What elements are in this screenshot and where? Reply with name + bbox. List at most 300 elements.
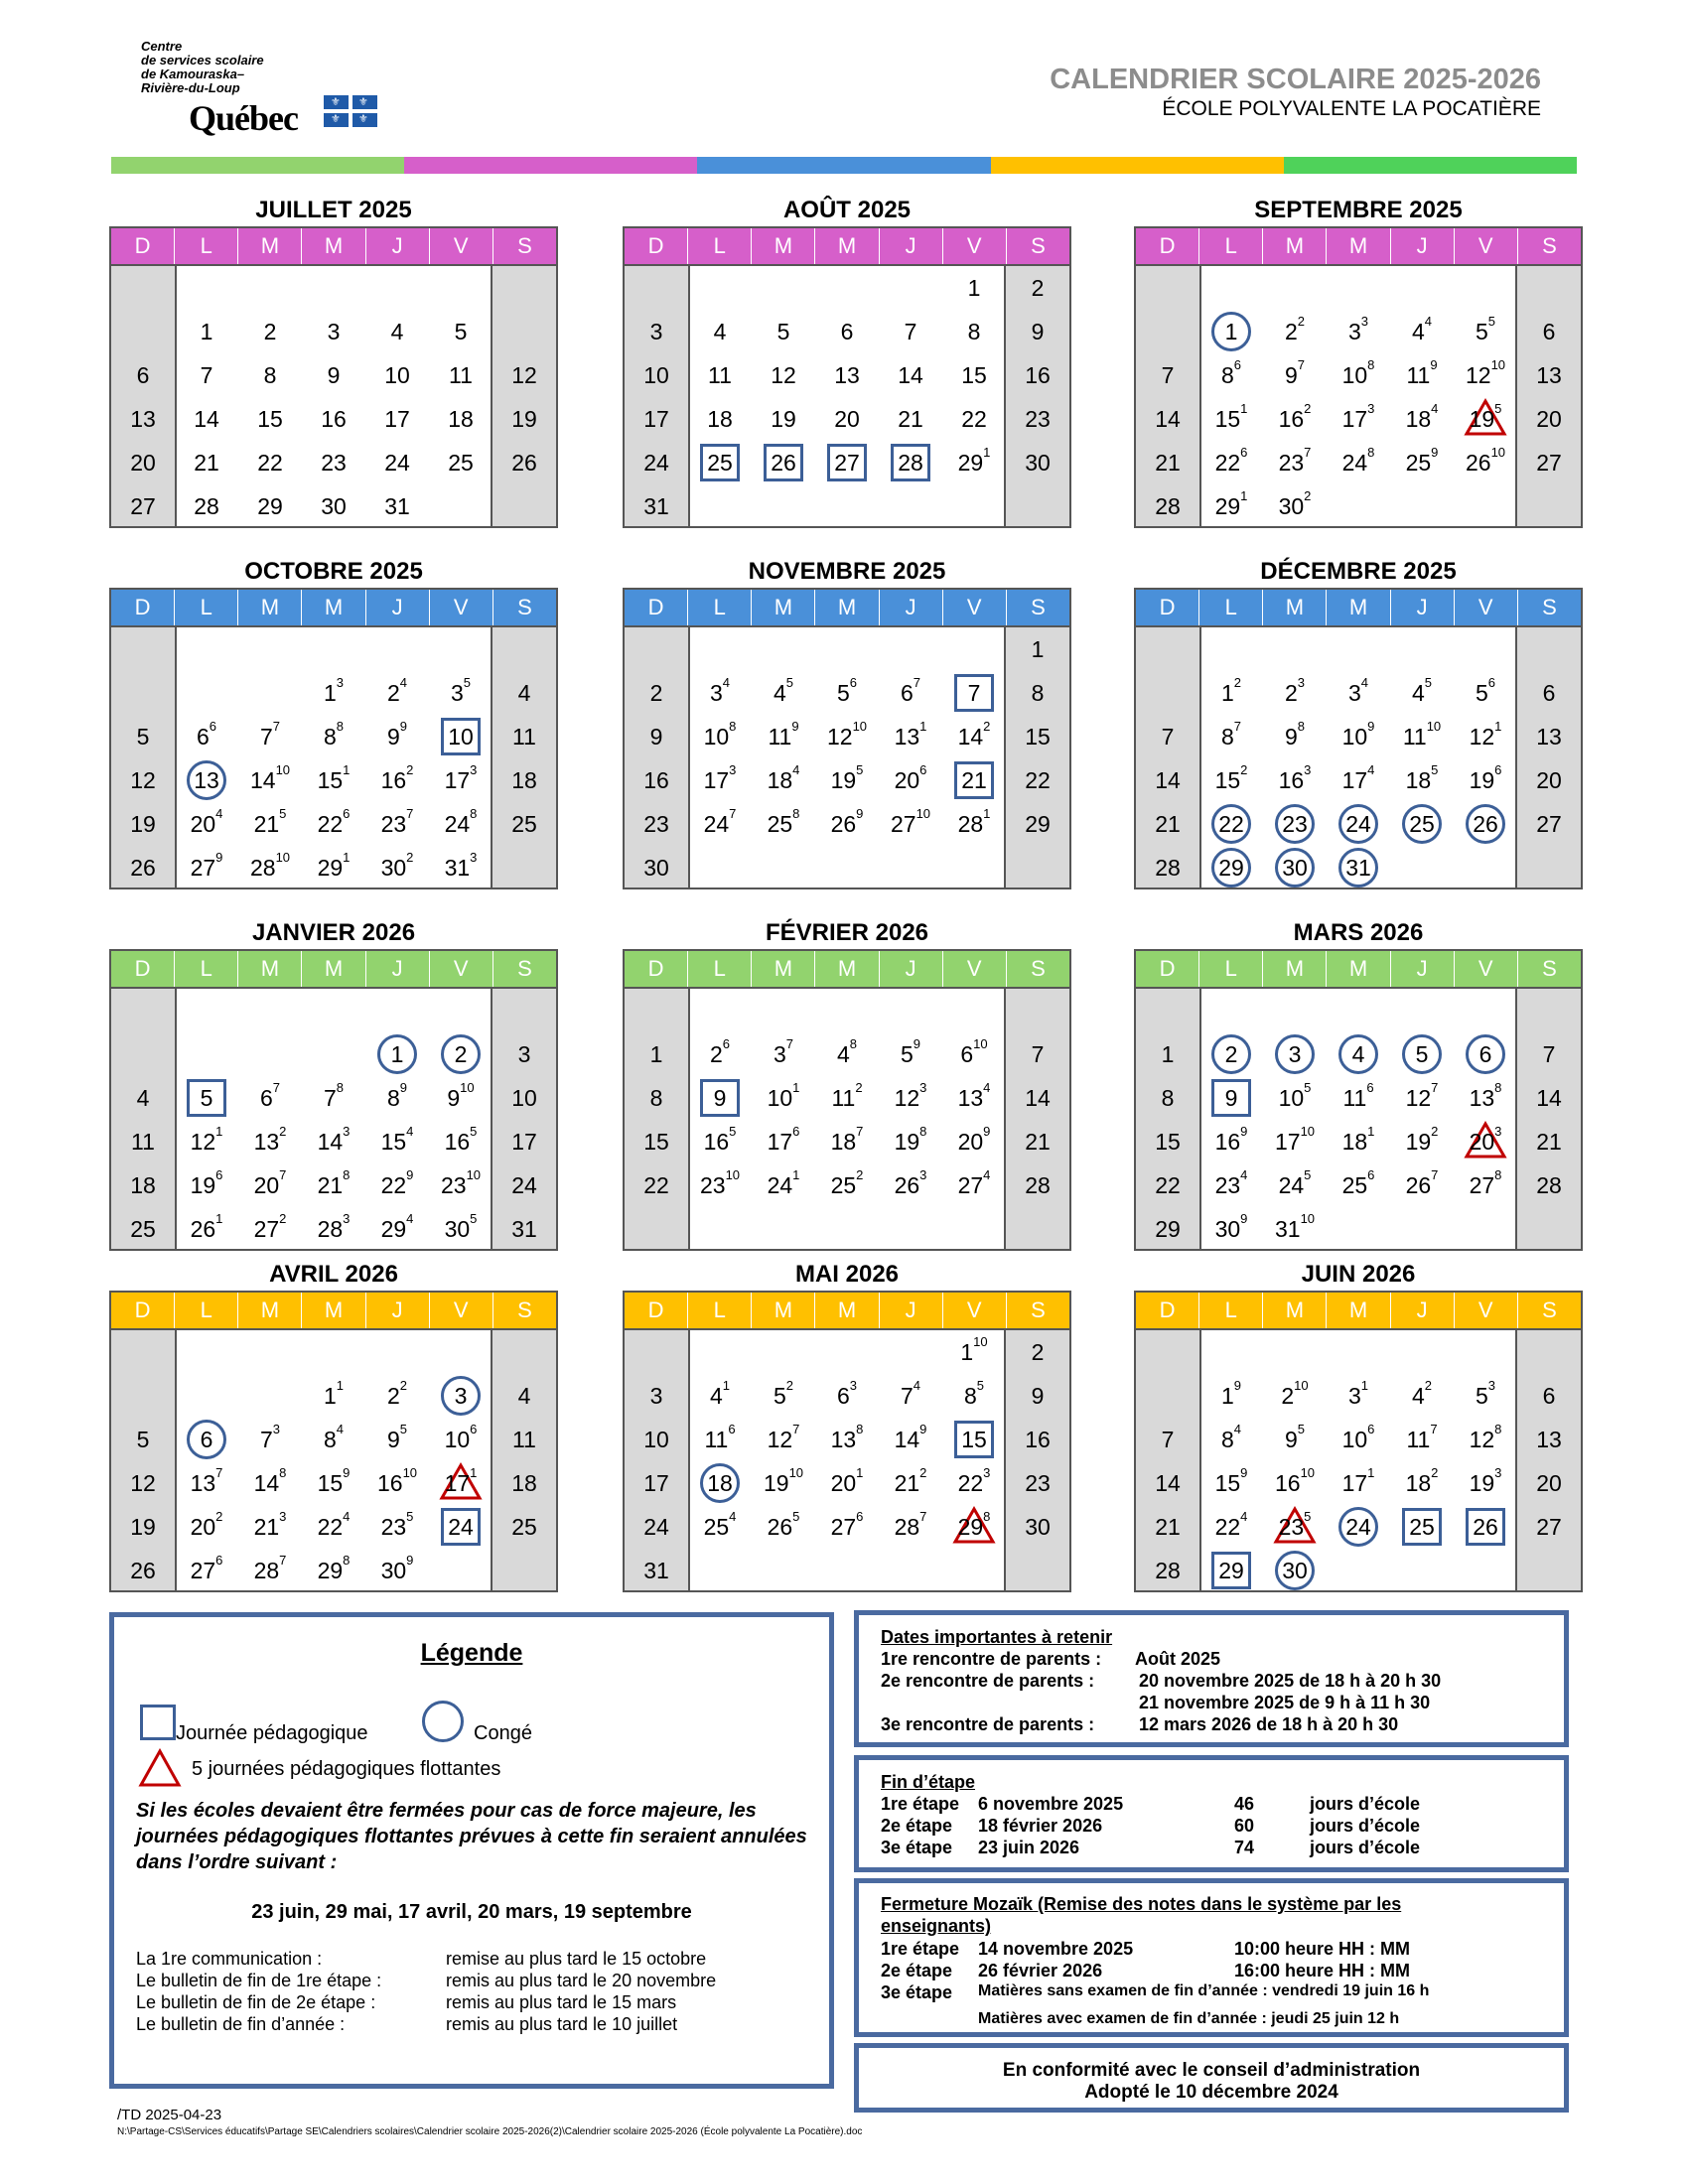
day-cell (1006, 266, 1069, 310)
day-number: 16 (1274, 1470, 1301, 1496)
day-number: 1 (1220, 680, 1234, 706)
month-grid (1134, 1291, 1583, 1592)
day-number: 12 (1469, 724, 1495, 750)
day-cell (1199, 1207, 1263, 1251)
etape-label: 1re étape (881, 1794, 960, 1814)
day-cell (1199, 1163, 1263, 1207)
weekday-label: D (647, 233, 664, 258)
day-number: 23 (321, 450, 347, 476)
day-cell (752, 1032, 815, 1076)
day-cell (302, 715, 365, 758)
day-number: 10 (643, 362, 669, 388)
day-cell (1199, 802, 1263, 846)
day-number: 3 (709, 680, 723, 706)
day-cell (1327, 671, 1390, 715)
day-number: 28 (894, 1514, 920, 1540)
day-number: 2 (709, 1041, 723, 1067)
etape-days-unit: jours d’école (1310, 1816, 1421, 1836)
month-calendar (623, 917, 1071, 1251)
day-number: 10 (767, 1085, 793, 1111)
day-cell (111, 1461, 175, 1505)
day-cell (1454, 758, 1517, 802)
cycle-day-number: 4 (1240, 1167, 1248, 1182)
cycle-day-number: 7 (1297, 357, 1306, 372)
weekday-label: L (174, 951, 237, 987)
weekday-header (1136, 1293, 1581, 1330)
day-number: 10 (1278, 1085, 1305, 1111)
weekday-label: M (751, 951, 814, 987)
cycle-day-number: 6 (728, 1422, 736, 1436)
weekday-label: M (814, 951, 878, 987)
cycle-day-number: 8 (470, 806, 478, 821)
weekday-label: D (1159, 595, 1176, 619)
communication-label: Le bulletin de fin de 1re étape : (136, 1971, 382, 1990)
day-cell (492, 397, 556, 441)
day-cell (429, 1461, 492, 1505)
day-cell (1517, 1032, 1581, 1076)
day-cell (879, 1120, 942, 1163)
day-cell (688, 1032, 752, 1076)
day-number: 24 (643, 450, 669, 476)
day-number: 1 (1220, 1383, 1234, 1409)
day-number: 25 (1341, 1172, 1368, 1198)
day-number: 11 (1402, 724, 1427, 750)
cycle-day-number: 7 (272, 1080, 281, 1095)
day-cell (1199, 758, 1263, 802)
mozaik-date: Matières sans examen de fin d’année : vendredi 19 juin 16 h (978, 1982, 1430, 1999)
day-cell (879, 1418, 942, 1461)
day-cell (688, 1461, 752, 1505)
weekday-label: L (687, 1293, 751, 1328)
day-number: 1 (323, 1383, 337, 1409)
month-title: OCTOBRE 2025 (244, 558, 423, 585)
footer-path: N:\Partage-CS\Services éducatifs\Partage SE\Calendriers scolaires\Calendrier scolaire 2025-2026(2)\Calendrier scolaire 2025-2026 (École polyvalente La Pocatière).doc (117, 2126, 863, 2137)
day-number: 28 (1025, 1172, 1051, 1198)
cycle-day-number: 10 (1426, 719, 1442, 734)
day-number: 25 (1409, 811, 1435, 837)
day-number: 16 (1278, 767, 1305, 793)
cycle-day-number: 1 (1240, 401, 1248, 416)
day-cell (429, 1032, 492, 1076)
day-cell (1517, 758, 1581, 802)
day-cell (175, 1505, 238, 1549)
day-number: 30 (1278, 493, 1305, 519)
day-number: 16 (1025, 362, 1051, 388)
month-title: MARS 2026 (1293, 919, 1424, 946)
cycle-day-number: 3 (470, 762, 478, 777)
day-cell (815, 1120, 879, 1163)
day-number: 4 (836, 1041, 850, 1067)
day-cell (429, 715, 492, 758)
day-cell (1199, 353, 1263, 397)
important-dates-box (854, 1610, 1569, 1747)
day-cell (815, 1374, 879, 1418)
cycle-day-number: 1 (215, 1124, 223, 1139)
day-number: 31 (511, 1216, 537, 1242)
day-number: 22 (957, 1470, 984, 1496)
day-number: 26 (771, 450, 796, 476)
cycle-day-number: 7 (792, 1422, 800, 1436)
day-cell (1006, 1374, 1069, 1418)
cycle-day-number: 4 (1367, 762, 1375, 777)
day-number: 4 (136, 1085, 150, 1111)
communication-value: remis au plus tard le 20 novembre (446, 1971, 717, 1990)
cycle-day-number: 6 (1494, 762, 1502, 777)
day-cell (302, 310, 365, 353)
day-number: 9 (1284, 1427, 1298, 1452)
weekday-label: D (1159, 956, 1176, 981)
cycle-day-number: 7 (919, 1509, 927, 1524)
day-number: 3 (517, 1041, 531, 1067)
day-cell (1006, 1505, 1069, 1549)
day-cell (429, 1505, 492, 1549)
day-cell (752, 1163, 815, 1207)
day-number: 17 (643, 406, 669, 432)
month-grid (109, 226, 558, 528)
day-number: 17 (384, 406, 410, 432)
day-number: 4 (1411, 1383, 1425, 1409)
day-number: 6 (960, 1041, 974, 1067)
day-cell (1199, 1120, 1263, 1163)
day-cell (365, 397, 429, 441)
day-number: 4 (1411, 319, 1425, 344)
cycle-day-number: 5 (470, 1124, 478, 1139)
day-number: 29 (1218, 855, 1244, 881)
day-cell (238, 802, 302, 846)
mozaik-date: 14 novembre 2025 (978, 1939, 1134, 1959)
weekday-label: D (134, 956, 151, 981)
day-number: 15 (1025, 724, 1051, 750)
day-cell (1517, 1418, 1581, 1461)
weekday-label: J (879, 590, 942, 625)
day-cell (688, 1076, 752, 1120)
day-cell (879, 1461, 942, 1505)
weekday-label: M (1262, 228, 1326, 264)
day-number: 27 (834, 450, 860, 476)
weekday-header (625, 590, 1069, 627)
cycle-day-number: 2 (983, 719, 991, 734)
weekday-label: V (429, 590, 492, 625)
day-cell (625, 671, 688, 715)
cycle-day-number: 1 (1360, 1378, 1369, 1393)
cycle-day-number: 9 (406, 1553, 414, 1568)
page-subtitle: ÉCOLE POLYVALENTE LA POCATIÈRE (1162, 97, 1541, 120)
cycle-day-number: 4 (722, 675, 731, 690)
etape-date: 23 juin 2026 (978, 1838, 1080, 1857)
day-number: 11 (449, 362, 473, 388)
weekday-label: M (237, 590, 301, 625)
day-number: 30 (1025, 450, 1051, 476)
cycle-day-number: 4 (729, 1509, 737, 1524)
day-cell (625, 441, 688, 484)
day-cell (1517, 441, 1581, 484)
cycle-day-number: 2 (1431, 1465, 1439, 1480)
cycle-day-number: 6 (1240, 445, 1248, 460)
cycle-day-number: 3 (919, 1080, 927, 1095)
day-number: 28 (1155, 855, 1181, 881)
weekday-label: L (687, 590, 751, 625)
day-cell (625, 310, 688, 353)
cycle-day-number: 2 (856, 1167, 864, 1182)
day-number: 7 (904, 319, 917, 344)
cycle-day-number: 5 (1304, 1080, 1312, 1095)
day-cell (1199, 1549, 1263, 1592)
day-number: 20 (190, 811, 216, 837)
weekday-header (111, 590, 556, 627)
day-cell (492, 1076, 556, 1120)
month-grid (109, 949, 558, 1251)
day-cell (879, 1374, 942, 1418)
day-number: 19 (511, 406, 537, 432)
weekday-label: S (492, 228, 556, 264)
day-cell (1327, 1461, 1390, 1505)
day-cell (1199, 715, 1263, 758)
month-grid (623, 226, 1071, 528)
weekday-label: M (301, 951, 364, 987)
day-cell (942, 758, 1006, 802)
day-number: 19 (1405, 1129, 1432, 1155)
day-number: 3 (649, 319, 663, 344)
day-cell (365, 1461, 429, 1505)
day-number: 15 (317, 1470, 344, 1496)
cycle-day-number: 7 (1304, 445, 1312, 460)
day-cell (942, 715, 1006, 758)
day-number: 27 (253, 1216, 280, 1242)
cycle-day-number: 8 (856, 1422, 864, 1436)
weekday-label: D (1159, 233, 1176, 258)
day-cell (302, 1076, 365, 1120)
day-cell (365, 1120, 429, 1163)
day-cell (879, 715, 942, 758)
day-cell (429, 802, 492, 846)
weekday-label: D (647, 595, 664, 619)
important-date-label: 2e rencontre de parents : (881, 1671, 1095, 1691)
day-number: 2 (263, 319, 277, 344)
day-number: 29 (257, 493, 283, 519)
day-cell (1263, 671, 1327, 715)
day-number: 11 (512, 724, 536, 750)
conformity-line2: Adopté le 10 décembre 2024 (1084, 2082, 1338, 2103)
mozaik-etape-label: 2e étape (881, 1961, 953, 1980)
day-number: 20 (253, 1172, 280, 1198)
day-number: 25 (511, 811, 537, 837)
day-number: 22 (317, 811, 344, 837)
cycle-day-number: 1 (1240, 488, 1248, 503)
day-cell (942, 1461, 1006, 1505)
day-number: 24 (703, 811, 730, 837)
communication-label: La 1re communication : (136, 1949, 323, 1969)
day-number: 13 (194, 767, 219, 793)
day-number: 26 (130, 855, 156, 881)
day-number: 30 (321, 493, 347, 519)
day-number: 11 (831, 1085, 856, 1111)
cycle-day-number: 4 (1431, 401, 1439, 416)
important-date-value: Août 2025 (1135, 1649, 1221, 1669)
day-number: 26 (1473, 811, 1498, 837)
day-number: 5 (1415, 1041, 1429, 1067)
footer-code: /TD 2025-04-23 (117, 2107, 222, 2123)
day-number: 12 (826, 724, 853, 750)
day-number: 29 (1025, 811, 1051, 837)
cycle-day-number: 9 (399, 1080, 408, 1095)
day-number: 25 (707, 450, 733, 476)
day-cell (815, 671, 879, 715)
day-number: 13 (130, 406, 156, 432)
day-number: 22 (1214, 450, 1241, 476)
day-number: 20 (957, 1129, 984, 1155)
day-number: 8 (649, 1085, 663, 1111)
cycle-day-number: 8 (1367, 357, 1375, 372)
day-number: 20 (830, 1470, 857, 1496)
fin-etape-box (854, 1755, 1569, 1872)
day-cell (752, 715, 815, 758)
day-cell (429, 1076, 492, 1120)
cycle-day-number: 5 (279, 806, 287, 821)
day-cell (1454, 1120, 1517, 1163)
day-number: 2 (386, 680, 400, 706)
day-number: 14 (957, 724, 984, 750)
day-cell (1263, 1163, 1327, 1207)
day-cell (625, 715, 688, 758)
day-number: 12 (130, 767, 156, 793)
month-title: DÉCEMBRE 2025 (1260, 558, 1457, 585)
day-number: 21 (1155, 1514, 1181, 1540)
day-number: 11 (1406, 1427, 1431, 1452)
day-number: 14 (194, 406, 219, 432)
day-number: 15 (643, 1129, 669, 1155)
day-cell (111, 802, 175, 846)
weekday-label: D (647, 956, 664, 981)
weekday-label: V (942, 951, 1006, 987)
day-number: 23 (1025, 406, 1051, 432)
cycle-day-number: 9 (215, 850, 223, 865)
floating-label: 5 journées pédagogiques flottantes (192, 1758, 501, 1780)
day-number: 30 (380, 1558, 407, 1583)
day-number: 7 (1542, 1041, 1556, 1067)
month-grid (623, 588, 1071, 889)
mozaik-etape-label: 1re étape (881, 1939, 960, 1959)
day-number: 16 (380, 767, 407, 793)
day-number: 14 (1536, 1085, 1562, 1111)
day-cell (1327, 802, 1390, 846)
weekday-label: M (814, 1293, 878, 1328)
cycle-day-number: 5 (792, 1509, 800, 1524)
day-cell (1327, 441, 1390, 484)
weekday-label: J (365, 1293, 429, 1328)
cycle-day-number: 10 (1490, 445, 1506, 460)
month-title: MAI 2026 (794, 1261, 900, 1288)
weekday-label: S (1006, 1293, 1069, 1328)
day-number: 24 (384, 450, 410, 476)
day-cell (815, 715, 879, 758)
cycle-day-number: 8 (343, 1553, 351, 1568)
day-cell (688, 1120, 752, 1163)
day-number: 22 (1214, 1514, 1241, 1540)
day-number: 16 (321, 406, 347, 432)
day-number: 27 (1469, 1172, 1495, 1198)
day-cell (942, 671, 1006, 715)
day-cell (302, 846, 365, 889)
day-cell (365, 484, 429, 528)
day-cell (1199, 1505, 1263, 1549)
day-number: 4 (1411, 680, 1425, 706)
day-number: 28 (194, 493, 219, 519)
day-number: 17 (1341, 767, 1368, 793)
day-number: 24 (1345, 811, 1371, 837)
cycle-day-number: 9 (406, 1167, 414, 1182)
day-number: 22 (380, 1172, 407, 1198)
weekday-label: M (237, 228, 301, 264)
weekday-label: V (1454, 951, 1517, 987)
day-number: 21 (898, 406, 923, 432)
day-cell (1517, 1461, 1581, 1505)
cycle-day-number: 8 (336, 1080, 345, 1095)
day-cell (1136, 1120, 1199, 1163)
weekday-label: D (647, 1297, 664, 1322)
day-number: 8 (1161, 1085, 1175, 1111)
cycle-day-number: 9 (1240, 1124, 1248, 1139)
day-number: 6 (1542, 319, 1556, 344)
cycle-day-number: 8 (1297, 719, 1306, 734)
cycle-day-number: 3 (1304, 762, 1312, 777)
cycle-day-number: 7 (1431, 1080, 1439, 1095)
day-number: 29 (1214, 493, 1241, 519)
day-cell (879, 1076, 942, 1120)
day-cell (625, 1418, 688, 1461)
day-number: 12 (767, 1427, 793, 1452)
day-cell (942, 1418, 1006, 1461)
day-cell (302, 353, 365, 397)
cycle-day-number: 2 (406, 762, 414, 777)
day-number: 17 (444, 767, 471, 793)
etape-days-unit: jours d’école (1310, 1794, 1421, 1814)
day-cell (1006, 1461, 1069, 1505)
cycle-day-number: 4 (336, 1422, 345, 1436)
weekday-label: V (1454, 228, 1517, 264)
cycle-day-number: 5 (785, 675, 794, 690)
day-cell (1517, 1076, 1581, 1120)
day-number: 6 (900, 680, 914, 706)
color-segment (1284, 157, 1577, 174)
day-cell (175, 353, 238, 397)
day-cell (238, 441, 302, 484)
day-number: 8 (323, 724, 337, 750)
day-number: 21 (253, 1514, 280, 1540)
day-number: 1 (1031, 636, 1045, 662)
day-number: 1 (390, 1041, 404, 1067)
day-cell (1390, 671, 1454, 715)
day-cell (942, 1163, 1006, 1207)
day-cell (752, 1374, 815, 1418)
day-cell (879, 353, 942, 397)
day-number: 17 (444, 1470, 471, 1496)
day-number: 23 (699, 1172, 726, 1198)
cycle-day-number: 6 (343, 806, 351, 821)
day-number: 18 (830, 1129, 857, 1155)
day-cell (365, 671, 429, 715)
day-cell (429, 846, 492, 889)
cycle-day-number: 9 (791, 719, 799, 734)
day-cell (302, 1549, 365, 1592)
cycle-day-number: 1 (1367, 1465, 1375, 1480)
day-cell (815, 441, 879, 484)
day-number: 21 (1155, 450, 1181, 476)
weekday-label: L (687, 228, 751, 264)
day-cell (429, 671, 492, 715)
cycle-day-number: 7 (279, 1167, 287, 1182)
day-number: 21 (253, 811, 280, 837)
day-cell (1263, 1549, 1327, 1592)
